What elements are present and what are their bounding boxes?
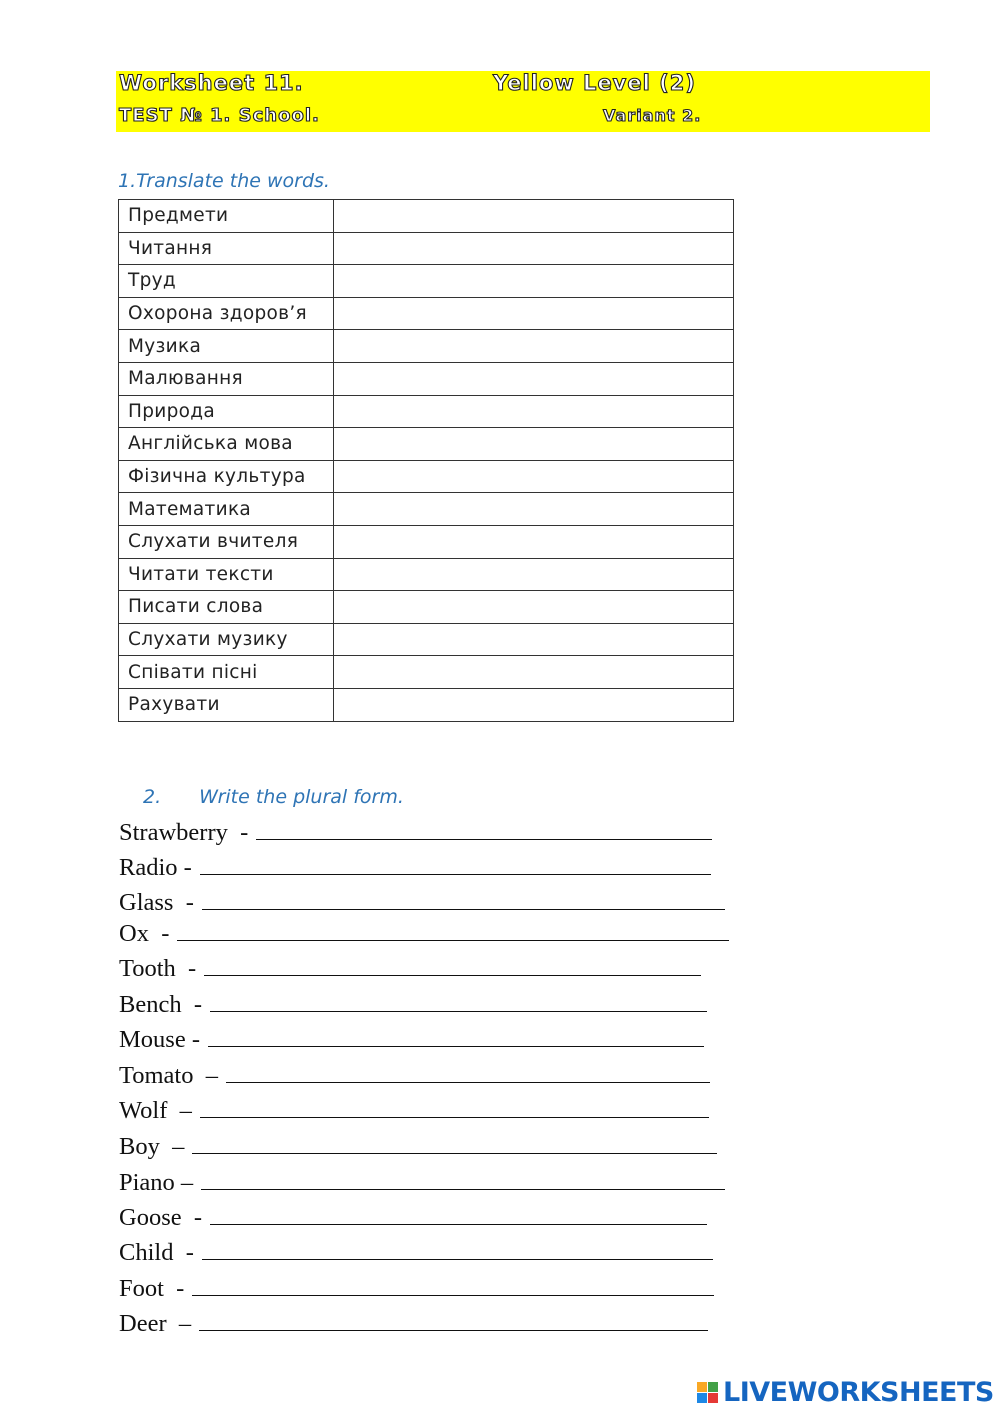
translation-answer-cell[interactable] (333, 265, 733, 298)
ukrainian-word: Малювання (119, 362, 334, 395)
plural-answer-line[interactable] (177, 918, 729, 941)
plural-word: Glass - (119, 889, 194, 916)
ukrainian-word: Труд (119, 265, 334, 298)
translation-answer-cell[interactable] (333, 525, 733, 558)
ukrainian-word: Писати слова (119, 591, 334, 624)
translation-answer-cell[interactable] (333, 395, 733, 428)
table-row (119, 623, 734, 656)
ukrainian-word: Читати тексти (119, 558, 334, 591)
translation-answer-cell[interactable] (333, 591, 733, 624)
plural-answer-line[interactable] (210, 1202, 707, 1225)
table-row (119, 362, 734, 395)
ukrainian-word: Рахувати (119, 688, 334, 721)
table-row (119, 200, 734, 233)
plural-word: Mouse - (119, 1026, 200, 1053)
translation-answer-cell[interactable] (333, 623, 733, 656)
plural-item (119, 989, 707, 1019)
plural-answer-line[interactable] (192, 1273, 714, 1296)
ukrainian-word: Фізична культура (119, 460, 334, 493)
table-row (119, 591, 734, 624)
translate-table (118, 199, 734, 722)
table-row (119, 558, 734, 591)
plural-item (119, 1024, 704, 1054)
table-row (119, 265, 734, 298)
table-row (119, 460, 734, 493)
liveworksheets-logo (697, 1377, 994, 1408)
translation-answer-cell[interactable] (333, 362, 733, 395)
plural-word: Child - (119, 1239, 194, 1266)
section1-title: 1.Translate the words. (118, 170, 330, 192)
variant-label: Variant 2. (603, 106, 702, 125)
ukrainian-word: Математика (119, 493, 334, 526)
plural-word: Goose - (119, 1204, 203, 1231)
plural-answer-line[interactable] (192, 1131, 717, 1154)
ukrainian-word: Музика (119, 330, 334, 363)
plural-answer-line[interactable] (202, 887, 725, 910)
logo-text: LIVEWORKSHEETS (723, 1377, 994, 1408)
ukrainian-word: Слухати музику (119, 623, 334, 656)
plural-item (119, 852, 711, 882)
plural-item (119, 1308, 708, 1338)
translation-answer-cell[interactable] (333, 656, 733, 689)
test-title: TEST № 1. School. (119, 105, 320, 126)
plural-word: Piano – (119, 1169, 194, 1196)
plural-item (119, 817, 712, 847)
plural-word: Wolf – (119, 1097, 192, 1124)
translation-answer-cell[interactable] (333, 460, 733, 493)
plural-word: Foot - (119, 1275, 185, 1302)
plural-answer-line[interactable] (208, 1024, 704, 1047)
worksheet-title: Worksheet 11. (119, 71, 304, 95)
table-row (119, 656, 734, 689)
table-row (119, 493, 734, 526)
ukrainian-word: Читання (119, 232, 334, 265)
section2-title (143, 786, 404, 808)
translation-answer-cell[interactable] (333, 200, 733, 233)
plural-answer-line[interactable] (256, 817, 712, 840)
ukrainian-word: Предмети (119, 200, 334, 233)
plural-answer-line[interactable] (210, 989, 707, 1012)
plural-word: Tomato – (119, 1062, 218, 1089)
plural-word: Boy – (119, 1133, 185, 1160)
plural-item (119, 1167, 725, 1197)
table-row (119, 428, 734, 461)
plural-answer-line[interactable] (199, 1308, 708, 1331)
plural-item (119, 918, 729, 948)
level-label: Yellow Level (2) (493, 71, 696, 95)
plural-item (119, 1202, 707, 1232)
table-row (119, 525, 734, 558)
liveworksheets-logo-icon (697, 1382, 718, 1403)
ukrainian-word: Охорона здоров’я (119, 297, 334, 330)
plural-answer-line[interactable] (201, 1167, 725, 1190)
plural-item (119, 1060, 710, 1090)
plural-item (119, 953, 701, 983)
plural-word: Ox - (119, 920, 170, 947)
plural-word: Strawberry - (119, 819, 249, 846)
plural-word: Radio - (119, 854, 192, 881)
table-row (119, 330, 734, 363)
translation-answer-cell[interactable] (333, 688, 733, 721)
plural-answer-line[interactable] (200, 1095, 709, 1118)
plural-answer-line[interactable] (202, 1237, 713, 1260)
header-banner (116, 71, 930, 132)
plural-answer-line[interactable] (226, 1060, 710, 1083)
table-row (119, 688, 734, 721)
plural-item (119, 1273, 714, 1303)
translation-answer-cell[interactable] (333, 493, 733, 526)
ukrainian-word: Слухати вчителя (119, 525, 334, 558)
plural-item (119, 1131, 717, 1161)
plural-answer-line[interactable] (204, 953, 701, 976)
plural-word: Tooth - (119, 955, 197, 982)
section2-title-text: Write the plural form. (199, 786, 404, 808)
table-row (119, 232, 734, 265)
plural-item (119, 1237, 713, 1267)
plural-item (119, 1095, 709, 1125)
ukrainian-word: Природа (119, 395, 334, 428)
translation-answer-cell[interactable] (333, 428, 733, 461)
translation-answer-cell[interactable] (333, 232, 733, 265)
plural-item (119, 887, 725, 917)
plural-answer-line[interactable] (200, 852, 711, 875)
section2-number: 2. (143, 786, 162, 808)
ukrainian-word: Співати пісні (119, 656, 334, 689)
ukrainian-word: Англійська мова (119, 428, 334, 461)
translation-answer-cell[interactable] (333, 558, 733, 591)
translation-answer-cell[interactable] (333, 297, 733, 330)
table-row (119, 395, 734, 428)
translation-answer-cell[interactable] (333, 330, 733, 363)
table-row (119, 297, 734, 330)
plural-word: Deer – (119, 1310, 192, 1337)
plural-word: Bench - (119, 991, 202, 1018)
